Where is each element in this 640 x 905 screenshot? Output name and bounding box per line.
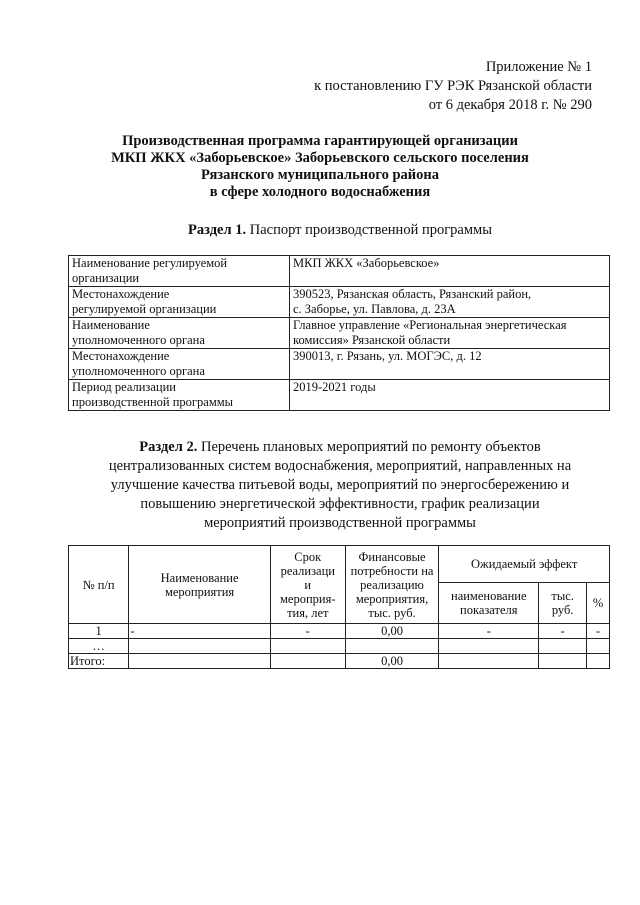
passport-label: Местонахождение уполномоченного органа bbox=[69, 349, 290, 380]
table-row bbox=[69, 380, 610, 411]
title-line-3: Рязанского муниципального района bbox=[200, 167, 439, 183]
passport-value: МКП ЖКХ «Заборьевское» bbox=[290, 256, 610, 287]
total-row bbox=[69, 654, 610, 669]
appendix-line-1: Приложение № 1 bbox=[485, 59, 592, 75]
cell-num: 1 bbox=[69, 624, 129, 639]
cell-finance: 0,00 bbox=[345, 624, 439, 639]
appendix-line-3: от 6 декабря 2018 г. № 290 bbox=[428, 97, 592, 113]
document-title bbox=[0, 133, 640, 201]
cell-indicator: - bbox=[439, 624, 539, 639]
total-finance: 0,00 bbox=[345, 654, 439, 669]
section-1-heading bbox=[0, 222, 640, 239]
passport-value: 390523, Рязанская область, Рязанский район, с. Заборье, ул. Павлова, д. 23А bbox=[290, 287, 610, 318]
header-percent: % bbox=[587, 583, 610, 624]
table-row bbox=[69, 287, 610, 318]
header-num: № п/п bbox=[69, 546, 129, 624]
cell-term: - bbox=[270, 624, 345, 639]
passport-label: Наименование регулируемой организации bbox=[69, 256, 290, 287]
appendix-header bbox=[314, 58, 592, 115]
activities-table bbox=[68, 545, 610, 669]
header-indicator: наименование показателя bbox=[439, 583, 539, 624]
cell-num: … bbox=[69, 639, 129, 654]
title-line-2: МКП ЖКХ «Заборьевское» Заборьевского сельского поселения bbox=[111, 150, 529, 166]
section-2-label: Раздел 2. bbox=[139, 439, 198, 455]
table-row bbox=[69, 639, 610, 654]
passport-label: Наименование уполномоченного органа bbox=[69, 318, 290, 349]
header-finance: Финансовые потребности на реализацию мероприятия, тыс. руб. bbox=[345, 546, 439, 624]
cell-rub: - bbox=[539, 624, 587, 639]
cell-name: - bbox=[129, 624, 270, 639]
passport-value: 390013, г. Рязань, ул. МОГЭС, д. 12 bbox=[290, 349, 610, 380]
section-2-heading: Раздел 2. Перечень плановых мероприятий по ремонту объектов централизованных систем водоснабжения, мероприятий, направленных на улучшение качества питьевой воды, мероприятий по энергосбережению и повышению энергетической эффективности, график реализации мероприятий производственной программы bbox=[108, 439, 572, 531]
header-rub: тыс. руб. bbox=[539, 583, 587, 624]
title-line-4: в сфере холодного водоснабжения bbox=[209, 184, 431, 200]
table-row bbox=[69, 318, 610, 349]
section-1-text: Паспорт производственной программы bbox=[246, 222, 492, 238]
table-header-row bbox=[69, 546, 610, 583]
table-row bbox=[69, 349, 610, 380]
header-term: Срок реализаци и мероприя- тия, лет bbox=[270, 546, 345, 624]
total-label: Итого: bbox=[69, 654, 129, 669]
cell-percent: - bbox=[587, 624, 610, 639]
table-row bbox=[69, 624, 610, 639]
passport-value: 2019-2021 годы bbox=[290, 380, 610, 411]
passport-table bbox=[68, 255, 610, 411]
header-effect: Ожидаемый эффект bbox=[439, 546, 610, 583]
passport-label: Местонахождение регулируемой организации bbox=[69, 287, 290, 318]
passport-label: Период реализации производственной программы bbox=[69, 380, 290, 411]
appendix-line-2: к постановлению ГУ РЭК Рязанской области bbox=[314, 78, 592, 94]
section-1-label: Раздел 1. bbox=[188, 222, 247, 238]
title-line-1: Производственная программа гарантирующей организации bbox=[122, 133, 518, 149]
header-name: Наименование мероприятия bbox=[129, 546, 270, 624]
table-row bbox=[69, 256, 610, 287]
passport-value: Главное управление «Региональная энергетическая комиссия» Рязанской области bbox=[290, 318, 610, 349]
